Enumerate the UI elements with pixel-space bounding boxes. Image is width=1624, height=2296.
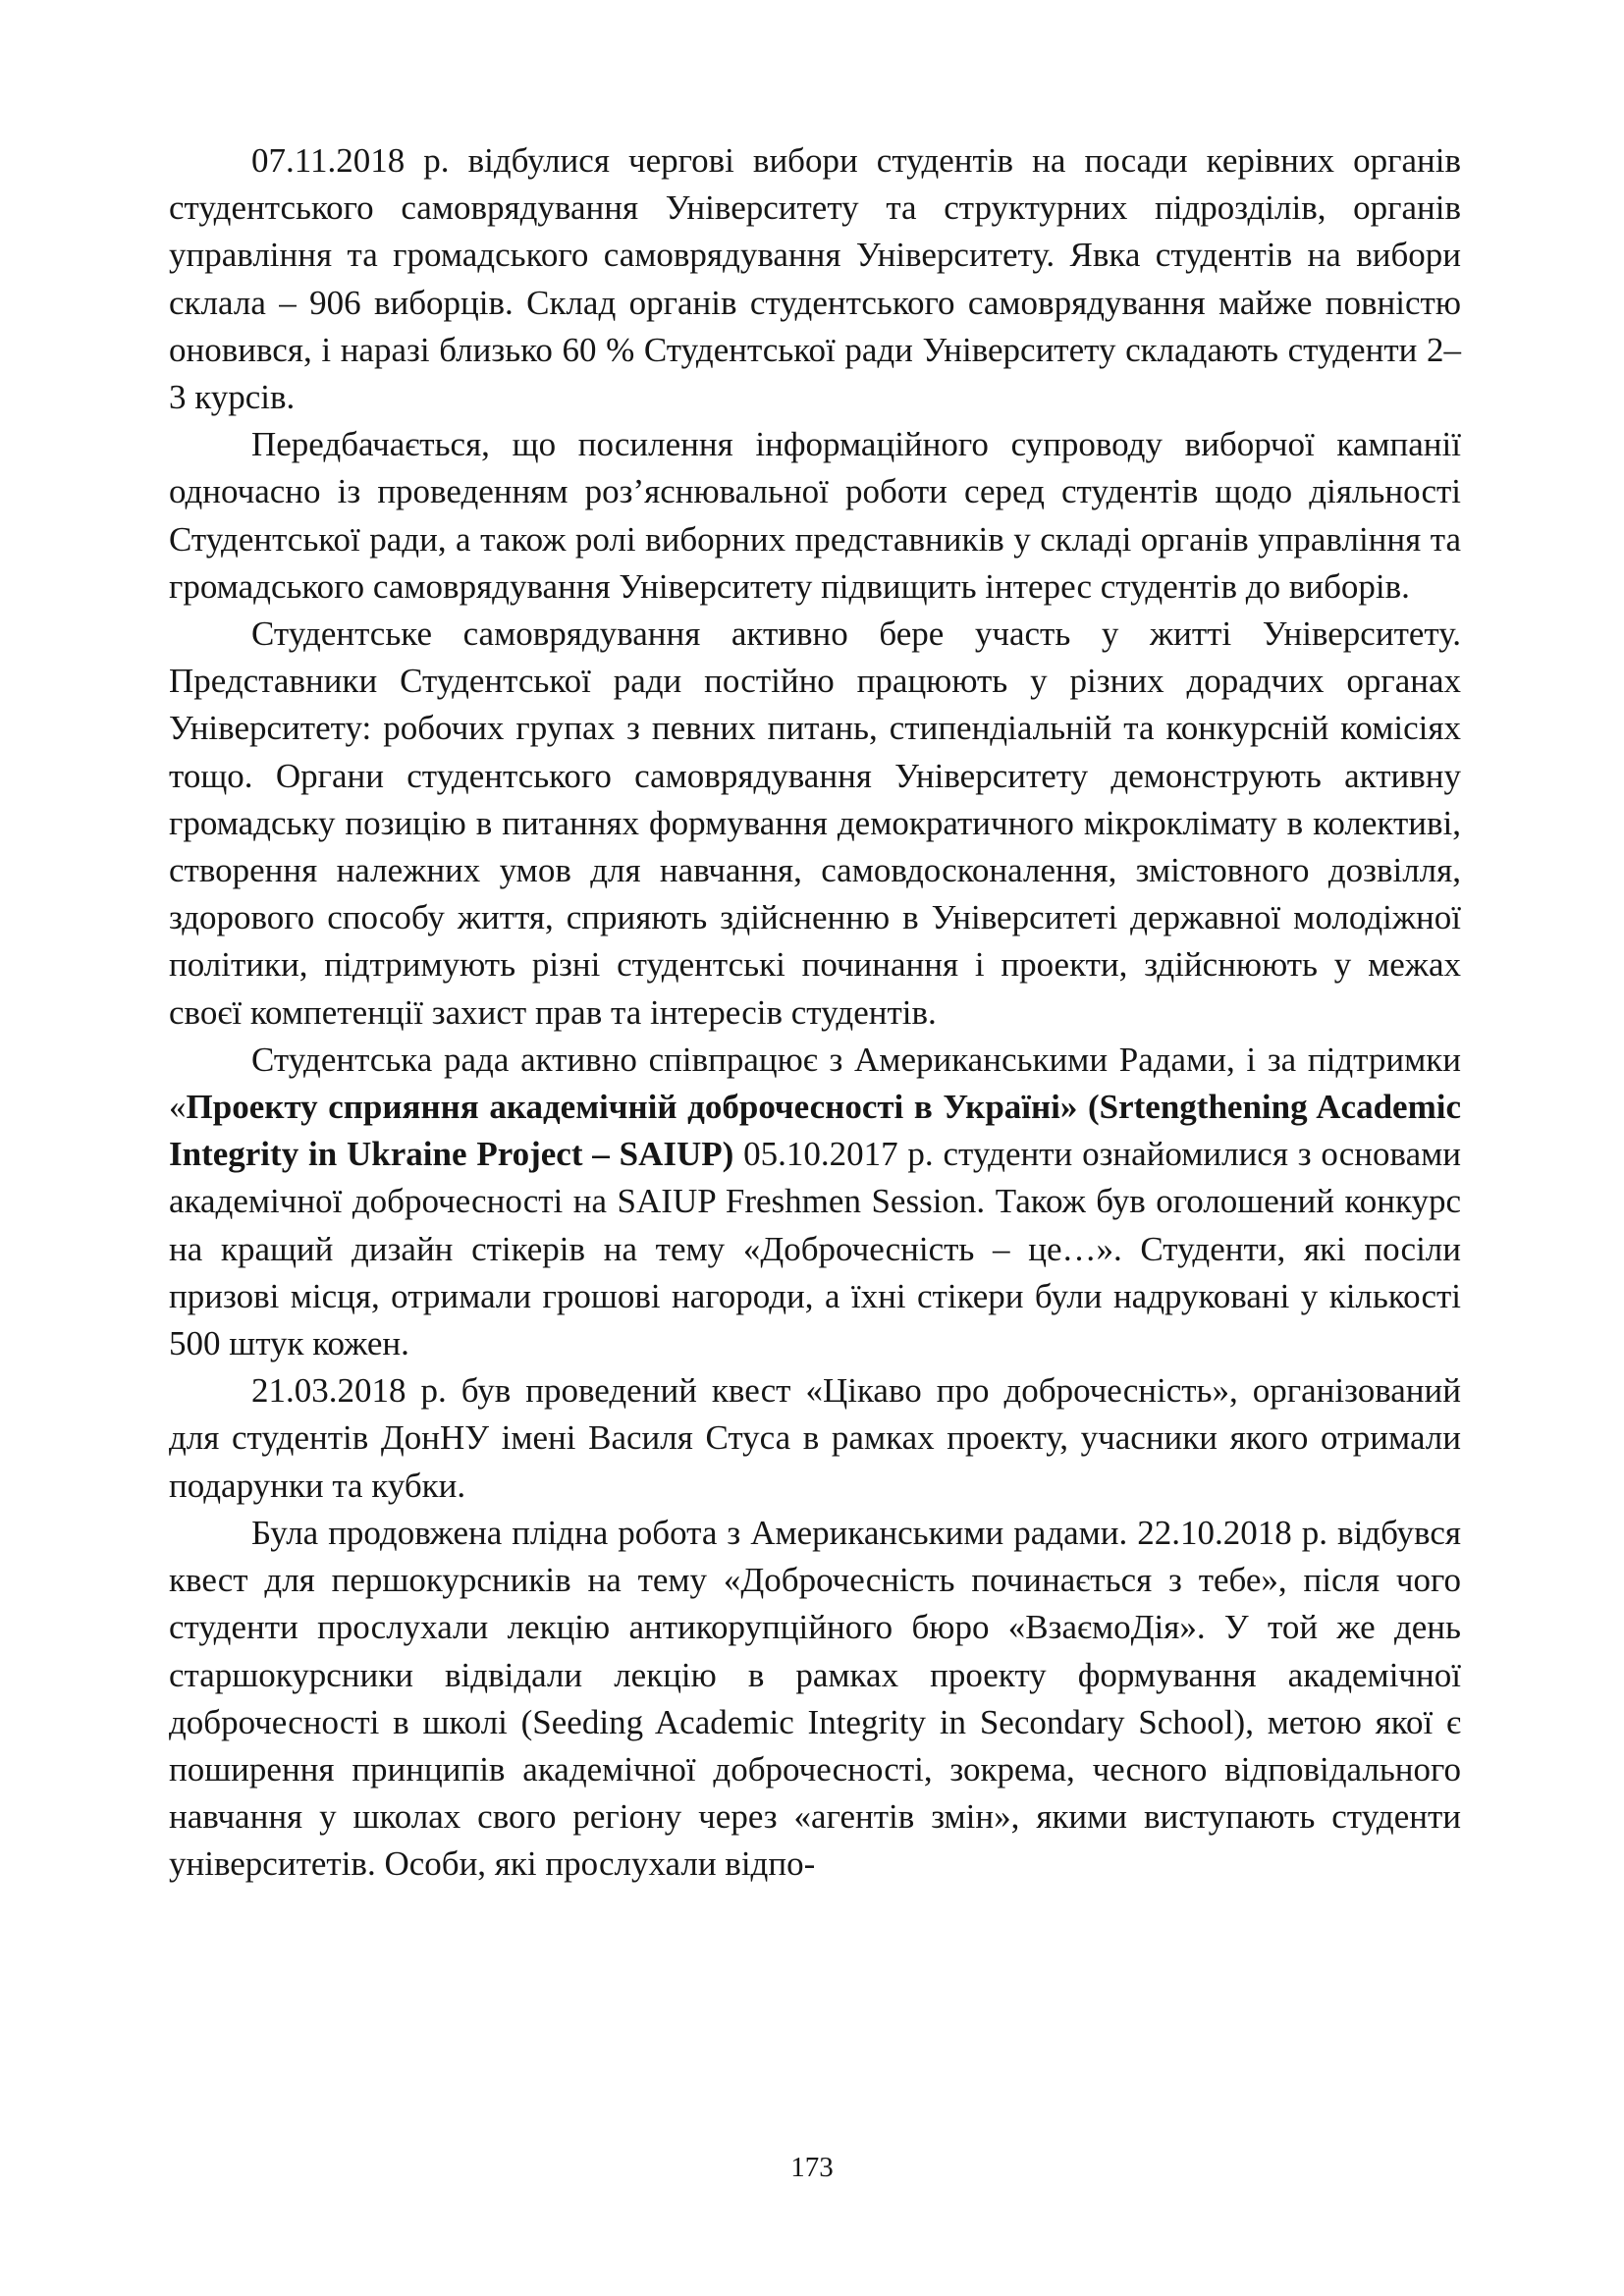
paragraph-self-government: Студентське самоврядування активно бере участь у житті Університету. Представники Студентської ради постійно працюють у різних дорадчих органах Університету: робочих групах з певних питань, стипендіальній та конкурсній комісіях тощо. Органи студентського самоврядування Університету демонструють активну громадську позицію в питаннях формування демократичного мікроклімату в колективі, створення належних умов для навчання, самовдосконалення, змістовного дозвілля, здорового способу життя, сприяють здійсненню в Університеті державної молодіжної політики, підтримують різні студентські починання і проекти, здійснюють у межах своєї компетенції захист прав та інтересів студентів.: [169, 614, 1461, 1032]
page-number: 173: [790, 2152, 834, 2183]
paragraph-campaign: Передбачається, що посилення інформаційного супроводу виборчої кампанії одночасно із проведенням роз’яснювальної роботи серед студентів щодо діяльності Студентської ради, а також ролі виборних представників у складі органів управління та громадського самоврядування Університету підвищить інтерес студентів до виборів.: [169, 425, 1461, 606]
paragraph-lectures: Була продовжена плідна робота з Американськими радами. 22.10.2018 р. відбувся квест для першокурсників на тему «Доброчесність починається з тебе», після чого студенти прослухали лекцію антикорупційного бюро «ВзаємоДія». У той же день старшокурсники відвідали лекцію в рамках проекту формування академічної доброчесності в школі (Seeding Academic Integrity in Secondary School), метою якої є поширення принципів академічної доброчесності, зокрема, чесного відповідального навчання у школах свого регіону через «агентів змін», якими виступають студенти університетів. Особи, які прослухали відпо-: [169, 1513, 1461, 1884]
paragraph-elections: 07.11.2018 р. відбулися чергові вибори студентів на посади керівних органів студентського самоврядування Університету та структурних підрозділів, органів управління та громадського самоврядування Університету. Явка студентів на вибори склала – 906 виборців. Склад органів студентського самоврядування майже повністю оновився, і наразі близько 60 % Студентської ради Університету складають студенти 2–3 курсів.: [169, 141, 1461, 417]
paragraph-text-segment: 05.10.2017 р. студенти ознайомилися з основами академічної доброчесності на SAIUP Freshmen Session. Також був оголошений конкурс на кращий дизайн стікерів на тему «Доброчесність – це…». Студенти, які посіли призові місця, отримали грошові нагороди, а їхні стікери були надруковані у кількості 500 штук кожен.: [169, 1135, 1461, 1363]
paragraph-american-councils: [169, 1037, 1461, 1367]
project-name-bold: Проекту сприяння академічній доброчесності в Україні» (Srtengthening Academic Integrity in Ukraine Project – SAIUP): [169, 1088, 1461, 1174]
document-body: [169, 137, 1461, 1889]
paragraph-text-segment: Студентська рада активно співпрацює з Американськими Радами, і за підтримки «: [169, 1040, 1461, 1127]
paragraph-quest: 21.03.2018 р. був проведений квест «Цікаво про доброчесність», організований для студентів ДонНУ імені Василя Стуса в рамках проекту, учасники якого отримали подарунки та кубки.: [169, 1371, 1461, 1505]
